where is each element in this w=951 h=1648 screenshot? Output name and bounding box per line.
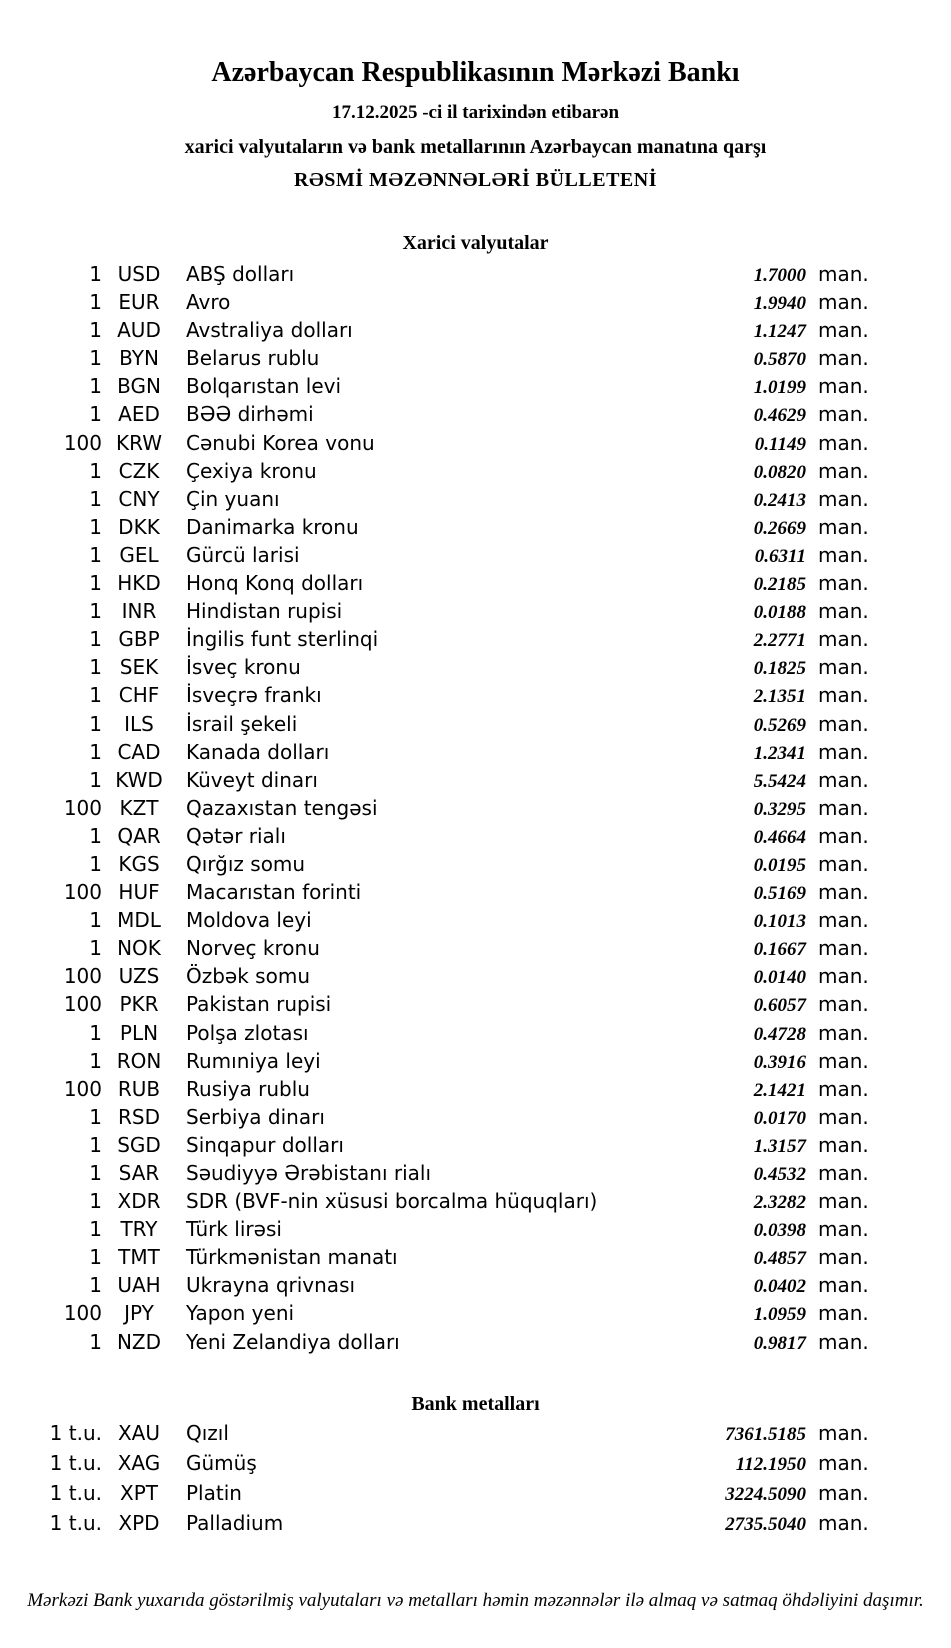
currency-name: Belarus rublu <box>186 346 320 371</box>
currency-rate: 0.0398 <box>753 1220 806 1242</box>
currency-name: Ukrayna qrivnası <box>186 1273 356 1298</box>
currency-code: JPY <box>124 1301 154 1326</box>
unit-label: man. <box>818 1217 869 1242</box>
currency-quantity: 1 <box>89 318 102 343</box>
currency-name: Cənubi Korea vonu <box>186 430 375 455</box>
currency-name: İngilis funt sterlinqi <box>186 627 379 652</box>
currency-code: BYN <box>119 346 159 371</box>
unit-label: man. <box>818 1104 869 1129</box>
currency-quantity: 1 <box>89 711 102 736</box>
bulletin-page <box>0 56 951 1648</box>
currency-rate: 1.9940 <box>753 293 806 315</box>
metal-rate: 2735.5040 <box>725 1513 806 1535</box>
metal-code: XPT <box>120 1480 158 1505</box>
table-row <box>0 795 868 823</box>
currency-code: TMT <box>118 1245 160 1270</box>
currency-rate: 0.0188 <box>753 602 806 624</box>
currency-name: Danimarka kronu <box>186 514 359 539</box>
currency-code: PKR <box>119 992 159 1017</box>
currency-code: DKK <box>118 514 160 539</box>
metal-quantity: 1 t.u. <box>49 1450 102 1475</box>
unit-label: man. <box>818 571 869 596</box>
currency-rate: 2.1351 <box>753 686 806 708</box>
unit-label: man. <box>818 374 869 399</box>
currency-quantity: 100 <box>63 880 102 905</box>
currency-name: Qətər rialı <box>186 823 286 848</box>
table-row <box>0 823 868 851</box>
unit-label: man. <box>818 908 869 933</box>
table-row <box>0 1244 868 1272</box>
currency-rate: 2.3282 <box>753 1192 806 1214</box>
currency-name: BƏƏ dirhəmi <box>186 402 314 427</box>
currency-rate: 1.0959 <box>753 1304 806 1326</box>
currency-rate: 0.4629 <box>753 405 806 427</box>
currency-name: Rusiya rublu <box>186 1076 310 1101</box>
currency-code: TRY <box>120 1217 158 1242</box>
currency-rate: 0.6057 <box>753 995 806 1017</box>
unit-label: man. <box>818 1420 869 1445</box>
currency-quantity: 1 <box>89 1245 102 1270</box>
currency-rate: 1.2341 <box>753 742 806 764</box>
table-row <box>0 991 868 1019</box>
table-row <box>0 1104 868 1132</box>
table-row <box>0 598 868 626</box>
currency-quantity: 1 <box>89 1217 102 1242</box>
currency-quantity: 1 <box>89 683 102 708</box>
table-row <box>0 767 868 795</box>
currencies-section-heading: Xarici valyutalar <box>402 232 549 254</box>
unit-label: man. <box>818 795 869 820</box>
table-row <box>0 682 868 710</box>
currency-rate: 0.1667 <box>753 939 806 961</box>
currency-name: Qazaxıstan tengəsi <box>186 795 378 820</box>
currency-rate: 5.5424 <box>753 770 806 792</box>
currency-rate: 0.1825 <box>753 658 806 680</box>
currency-quantity: 100 <box>63 964 102 989</box>
currency-quantity: 1 <box>89 458 102 483</box>
table-row <box>0 963 868 991</box>
currency-name: Rumıniya leyi <box>186 1048 321 1073</box>
currency-code: AUD <box>117 318 161 343</box>
metal-code: XAG <box>117 1450 161 1475</box>
currency-code: USD <box>117 262 161 286</box>
metal-name: Platin <box>186 1480 242 1505</box>
unit-label: man. <box>818 1273 869 1298</box>
currency-name: Honq Konq dolları <box>186 571 364 596</box>
table-row <box>0 1329 868 1357</box>
unit-label: man. <box>818 711 869 736</box>
currency-name: Özbək somu <box>186 964 310 989</box>
unit-label: man. <box>818 1480 869 1505</box>
unit-label: man. <box>818 739 869 764</box>
currency-name: Avro <box>186 290 231 315</box>
currency-rate: 0.4664 <box>753 826 806 848</box>
table-row <box>0 542 868 570</box>
currency-rate: 1.3157 <box>753 1135 806 1157</box>
table-row <box>0 1076 868 1104</box>
metal-rate: 3224.5090 <box>725 1483 806 1505</box>
unit-label: man. <box>818 683 869 708</box>
currency-rate: 0.0402 <box>753 1276 806 1298</box>
currency-name: Qırğız somu <box>186 851 306 876</box>
currency-name: Avstraliya dolları <box>186 318 353 343</box>
currency-code: RON <box>116 1048 162 1073</box>
currency-quantity: 1 <box>89 823 102 848</box>
table-row <box>0 430 868 458</box>
currency-name: Yeni Zelandiya dolları <box>186 1329 400 1354</box>
table-row <box>0 1160 868 1188</box>
currency-quantity: 100 <box>63 992 102 1017</box>
currency-rate: 0.2669 <box>753 517 806 539</box>
currency-quantity: 1 <box>89 1048 102 1073</box>
bulletin-title: RƏSMİ MƏZƏNNƏLƏRİ BÜLLETENİ <box>294 169 657 191</box>
unit-label: man. <box>818 486 869 511</box>
currency-quantity: 1 <box>89 346 102 371</box>
currency-quantity: 1 <box>89 739 102 764</box>
unit-label: man. <box>818 936 869 961</box>
unit-label: man. <box>818 655 869 680</box>
currency-quantity: 1 <box>89 514 102 539</box>
currency-quantity: 1 <box>89 599 102 624</box>
currency-rate: 0.4728 <box>753 1023 806 1045</box>
currency-name: SDR (BVF-nin xüsusi borcalma hüquqları) <box>186 1189 598 1214</box>
table-row <box>0 1509 868 1539</box>
currency-rate: 1.7000 <box>753 265 806 286</box>
unit-label: man. <box>818 823 869 848</box>
currency-name: İsveç kronu <box>186 655 301 680</box>
currency-name: Türkmənistan manatı <box>186 1245 398 1270</box>
unit-label: man. <box>818 1510 869 1535</box>
table-row <box>0 1449 868 1479</box>
currency-code: NOK <box>117 936 161 961</box>
table-row <box>0 1132 868 1160</box>
currency-code: PLN <box>119 1020 159 1045</box>
table-row <box>0 626 868 654</box>
currency-code: RUB <box>117 1076 161 1101</box>
table-row <box>0 879 868 907</box>
currency-code: XDR <box>117 1189 161 1214</box>
currency-code: HKD <box>117 571 161 596</box>
currency-name: Polşa zlotası <box>186 1020 309 1045</box>
currency-quantity: 100 <box>63 1301 102 1326</box>
table-row <box>0 1020 868 1048</box>
currency-quantity: 1 <box>89 1020 102 1045</box>
table-row <box>0 935 868 963</box>
currency-code: EUR <box>118 290 160 315</box>
currency-name: İsrail şekeli <box>186 711 298 736</box>
currency-quantity: 1 <box>89 262 102 286</box>
currency-quantity: 1 <box>89 542 102 567</box>
currency-rate: 0.0820 <box>753 461 806 483</box>
currency-rate: 0.3295 <box>753 798 806 820</box>
unit-label: man. <box>818 767 869 792</box>
unit-label: man. <box>818 318 869 343</box>
subtitle-line: xarici valyutaların və bank metallarının Azərbaycan manatına qarşı <box>184 136 767 158</box>
unit-label: man. <box>818 1076 869 1101</box>
currency-quantity: 1 <box>89 1273 102 1298</box>
currency-name: Çin yuanı <box>186 486 280 511</box>
table-row <box>0 739 868 767</box>
currency-quantity: 1 <box>89 571 102 596</box>
currency-rate: 0.2413 <box>753 489 806 511</box>
metal-code: XPD <box>118 1510 160 1535</box>
unit-label: man. <box>818 542 869 567</box>
table-row <box>0 514 868 542</box>
unit-label: man. <box>818 1245 869 1270</box>
unit-label: man. <box>818 964 869 989</box>
metal-rate: 112.1950 <box>735 1453 806 1475</box>
table-row <box>0 401 868 429</box>
currency-name: Türk lirəsi <box>186 1217 282 1242</box>
unit-label: man. <box>818 1329 869 1354</box>
currency-rate: 0.4532 <box>753 1164 806 1185</box>
currency-quantity: 100 <box>63 1076 102 1101</box>
currency-name: Gürcü larisi <box>186 542 300 567</box>
currency-code: GEL <box>119 542 159 567</box>
currency-code: SAR <box>118 1161 160 1185</box>
currency-rate: 0.2185 <box>753 574 806 596</box>
currency-code: ILS <box>124 711 154 736</box>
currency-quantity: 1 <box>89 402 102 427</box>
table-row <box>0 486 868 514</box>
currency-code: UZS <box>118 964 160 989</box>
currency-code: RSD <box>118 1104 160 1129</box>
currency-name: Səudiyyə Ərəbistanı rialı <box>186 1161 432 1185</box>
metals-section-heading: Bank metalları <box>411 1392 540 1415</box>
currency-name: Hindistan rupisi <box>186 599 343 624</box>
unit-label: man. <box>818 599 869 624</box>
currency-rate: 0.1149 <box>754 433 806 455</box>
unit-label: man. <box>818 402 869 427</box>
currency-code: HUF <box>118 880 160 905</box>
table-row <box>0 1419 868 1449</box>
currency-code: CHF <box>118 683 160 708</box>
table-row <box>0 289 868 317</box>
table-row <box>0 907 868 935</box>
currency-code: MDL <box>117 908 161 933</box>
currency-quantity: 1 <box>89 374 102 399</box>
currency-rate: 0.0140 <box>753 967 806 989</box>
unit-label: man. <box>818 627 869 652</box>
currency-code: CNY <box>118 486 160 511</box>
currency-code: KGS <box>118 851 160 876</box>
metal-name: Gümüş <box>186 1450 257 1475</box>
footer-note: Mərkəzi Bank yuxarıda göstərilmiş valyutaları və metalları həmin məzənnələr ilə almaq və satmaq öhdəliyini daşımır. <box>27 1589 924 1611</box>
table-row <box>0 1272 868 1300</box>
table-row <box>0 1188 868 1216</box>
currency-quantity: 1 <box>89 767 102 792</box>
unit-label: man. <box>818 992 869 1017</box>
unit-label: man. <box>818 1161 869 1185</box>
unit-label: man. <box>818 1450 869 1475</box>
metal-code: XAU <box>117 1420 161 1445</box>
currency-name: Serbiya dinarı <box>186 1104 325 1129</box>
currency-quantity: 1 <box>89 290 102 315</box>
currency-code: CZK <box>118 458 160 483</box>
currency-rate: 0.5269 <box>753 714 806 736</box>
metal-rate: 7361.5185 <box>725 1423 806 1445</box>
unit-label: man. <box>818 1132 869 1157</box>
currency-code: KRW <box>116 430 162 455</box>
currency-rate: 0.5870 <box>753 349 806 371</box>
table-row <box>0 1216 868 1244</box>
table-row <box>0 1300 868 1328</box>
currency-rate: 0.4857 <box>753 1248 806 1270</box>
currency-quantity: 1 <box>89 655 102 680</box>
unit-label: man. <box>818 346 869 371</box>
unit-label: man. <box>818 262 869 286</box>
currency-quantity: 1 <box>89 908 102 933</box>
metal-quantity: 1 t.u. <box>49 1480 102 1505</box>
unit-label: man. <box>818 290 869 315</box>
table-row <box>0 1048 868 1076</box>
currency-name: Moldova leyi <box>186 908 312 933</box>
currency-name: Küveyt dinarı <box>186 767 318 792</box>
currency-name: Sinqapur dolları <box>186 1132 344 1157</box>
unit-label: man. <box>818 1048 869 1073</box>
currency-quantity: 1 <box>89 936 102 961</box>
currencies-table <box>0 261 868 1357</box>
table-row <box>0 851 868 879</box>
currency-name: Yapon yeni <box>186 1301 295 1326</box>
table-row <box>0 1479 868 1509</box>
currency-code: UAH <box>117 1273 161 1298</box>
currency-code: SEK <box>119 655 159 680</box>
currency-quantity: 1 <box>89 1132 102 1157</box>
table-row <box>0 345 868 373</box>
metals-table <box>0 1419 868 1539</box>
table-row <box>0 711 868 739</box>
currency-rate: 0.1013 <box>753 911 806 933</box>
currency-quantity: 1 <box>89 486 102 511</box>
currency-quantity: 100 <box>63 795 102 820</box>
currency-code: QAR <box>117 823 161 848</box>
table-row <box>0 373 868 401</box>
effective-date-line: 17.12.2025 -ci il tarixindən etibarən <box>331 102 620 123</box>
table-row <box>0 317 868 345</box>
unit-label: man. <box>818 851 869 876</box>
unit-label: man. <box>818 458 869 483</box>
currency-name: Çexiya kronu <box>186 458 317 483</box>
currency-rate: 1.1247 <box>753 321 806 343</box>
currency-quantity: 1 <box>89 1329 102 1354</box>
table-row <box>0 654 868 682</box>
currency-code: SGD <box>117 1132 161 1157</box>
currency-name: İsveçrə frankı <box>186 683 322 708</box>
currency-name: ABŞ dolları <box>186 262 295 286</box>
currency-rate: 0.5169 <box>753 883 806 905</box>
metal-quantity: 1 t.u. <box>49 1510 102 1535</box>
unit-label: man. <box>818 1301 869 1326</box>
currency-code: AED <box>118 402 160 427</box>
currency-code: CAD <box>117 739 161 764</box>
currency-quantity: 1 <box>89 851 102 876</box>
table-row <box>0 261 868 289</box>
metal-name: Palladium <box>186 1510 284 1535</box>
currency-code: BGN <box>117 374 161 399</box>
currency-rate: 0.0195 <box>753 854 806 876</box>
currency-rate: 0.9817 <box>753 1332 806 1354</box>
unit-label: man. <box>818 514 869 539</box>
currency-name: Bolqarıstan levi <box>186 374 342 399</box>
currency-rate: 0.3916 <box>753 1051 806 1073</box>
page-title: Azərbaycan Respublikasının Mərkəzi Bankı <box>211 57 740 88</box>
currency-rate: 1.0199 <box>753 377 806 399</box>
currency-code: GBP <box>118 627 160 652</box>
currency-quantity: 1 <box>89 627 102 652</box>
currency-rate: 0.0170 <box>753 1107 806 1129</box>
currency-code: KWD <box>115 767 163 792</box>
metal-name: Qızıl <box>186 1420 229 1445</box>
table-row <box>0 570 868 598</box>
table-row <box>0 458 868 486</box>
currency-rate: 2.2771 <box>753 630 806 652</box>
currency-name: Pakistan rupisi <box>186 992 332 1017</box>
currency-rate: 2.1421 <box>753 1079 806 1101</box>
currency-quantity: 1 <box>89 1161 102 1185</box>
currency-quantity: 100 <box>63 430 102 455</box>
unit-label: man. <box>818 1020 869 1045</box>
unit-label: man. <box>818 430 869 455</box>
currency-name: Kanada dolları <box>186 739 330 764</box>
currency-quantity: 1 <box>89 1104 102 1129</box>
currency-name: Macarıstan forinti <box>186 880 362 905</box>
unit-label: man. <box>818 880 869 905</box>
unit-label: man. <box>818 1189 869 1214</box>
metal-quantity: 1 t.u. <box>49 1420 102 1445</box>
currency-code: KZT <box>119 795 159 820</box>
currency-quantity: 1 <box>89 1189 102 1214</box>
currency-code: NZD <box>116 1329 162 1354</box>
currency-code: INR <box>121 599 157 624</box>
currency-rate: 0.6311 <box>754 545 806 567</box>
currency-name: Norveç kronu <box>186 936 320 961</box>
